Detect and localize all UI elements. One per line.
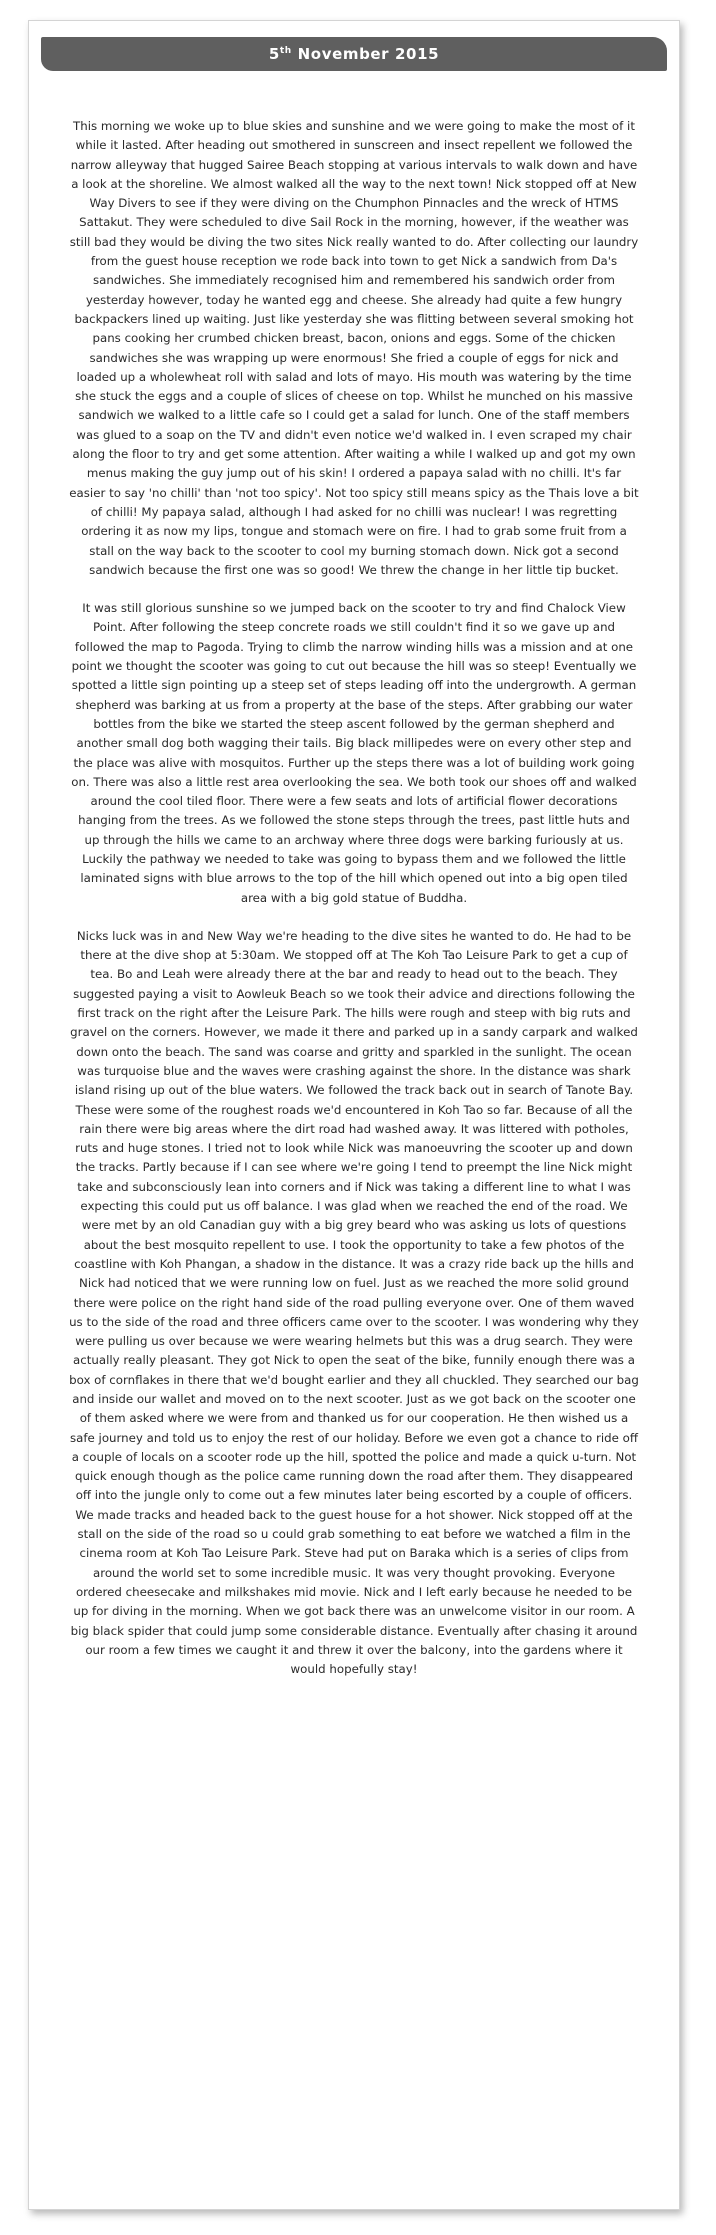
paragraph-2: It was still glorious sunshine so we jumped back on the scooter to try and find Chalock View Point. After following the steep concrete roads we still couldn't find it so we gave up and followed the map to Pagoda. Trying to climb the narrow winding hills was a mission and at one point we thought the scooter was going to cut out because the hill was so steep! Eventually we spotted a little sign pointing up a steep set of steps leading off into the undergrowth. A german shepherd was barking at us from a property at the base of the steps. After grabbing our water bottles from the bike we started the steep ascent followed by the german shepherd and another small dog both wagging their tails. Big black millipedes were on every other step and the place was alive with mosquitos. Further up the steps there was a lot of building work going on. There was also a little rest area overlooking the sea. We both took our shoes off and walked around the cool tiled floor. There were a few seats and lots of artificial flower decorations hanging from the trees. As we followed the stone steps through the trees, past little huts and up through the hills we came to an archway where three dogs were barking furiously at us. Luckily the pathway we needed to take was going to bypass them and we followed the little laminated signs with blue arrows to the top of the hill which opened out into a big open tiled area with a big gold statue of Buddha. (71, 601, 637, 905)
date-suffix: th (279, 46, 292, 56)
paragraph-1: This morning we woke up to blue skies and sunshine and we were going to make the most of it while it lasted. After heading out smothered in sunscreen and insect repellent we followed the narrow alleyway that hugged Sairee Beach stopping at various intervals to walk down and have a look at the shoreline. We almost walked all the way to the next town! Nick stopped off at New Way Divers to see if they were diving on the Chumphon Pinnacles and the wreck of HTMS Sattakut. They were scheduled to dive Sail Rock in the morning, however, if the weather was still bad they would be diving the two sites Nick really wanted to do. After collecting our laundry from the guest house reception we rode back into town to get Nick a sandwich from Da's sandwiches. She immediately recognised him and remembered his sandwich order from yesterday however, today he wanted egg and cheese. She already had quite a few hungry backpackers lined up waiting. Just like yesterday she was flitting between several smoking hot pans cooking her crumbed chicken breast, bacon, onions and eggs. Some of the chicken sandwiches she was wrapping up were enormous! She fried a couple of eggs for nick and loaded up a wholewheat roll with salad and lots of mayo. His mouth was watering by the time she stuck the eggs and a couple of slices of cheese on top. Whilst he munched on his massive sandwich we walked to a little cafe so I could get a salad for lunch. One of the staff members was glued to a soap on the TV and didn't even notice we'd walked in. I even scraped my chair along the floor to try and get some attention. After waiting a while I walked up and got my own menus making the guy jump out of his skin! I ordered a papaya salad with no chilli. It's far easier to say 'no chilli' than 'not too spicy'. Not too spicy still means spicy as the Thais love a bit of chilli! My papaya salad, although I had asked for no chilli was nuclear! I was regretting ordering it as now my lips, tongue and stomach were on fire. I had to grab some fruit from a stall on the way back to the scooter to cool my burning stomach down. Nick got a second sandwich because the first one was so good! We threw the change in her little tip bucket. (69, 119, 639, 577)
journal-page (28, 20, 680, 2210)
paragraph-3: Nicks luck was in and New Way we're heading to the dive sites he wanted to do. He had to be there at the dive shop at 5:30am. We stopped off at The Koh Tao Leisure Park to get a cup of tea. Bo and Leah were already there at the bar and ready to head out to the beach. They suggested paying a visit to Aowleuk Beach so we took their advice and directions following the first track on the right after the Leisure Park. The hills were rough and steep with big ruts and gravel on the corners. However, we made it there and parked up in a sandy carpark and walked down onto the beach. The sand was coarse and gritty and sparkled in the sunlight. The ocean was turquoise blue and the waves were crashing against the shore. In the distance was shark island rising up out of the blue waters. We followed the track back out in search of Tanote Bay. These were some of the roughest roads we'd encountered in Koh Tao so far. Because of all the rain there were big areas where the dirt road had washed away. It was littered with potholes, ruts and huge stones. I tried not to look while Nick was manoeuvring the scooter up and down the tracks. Partly because if I can see where we're going I tend to preempt the line Nick might take and subconsciously lean into corners and if Nick was taking a different line to what I was expecting this could put us off balance. I was glad when we reached the end of the road. We were met by an old Canadian guy with a big grey beard who was asking us lots of questions about the best mosquito repellent to use. I took the opportunity to take a few photos of the coastline with Koh Phangan, a shadow in the distance. It was a crazy ride back up the hills and Nick had noticed that we were running low on fuel. Just as we reached the more solid ground there were police on the right hand side of the road pulling everyone over. One of them waved us to the side of the road and three officers came over to the scooter. I was wondering why they were pulling us over because we were wearing helmets but this was a drug search. They were actually really pleasant. They got Nick to open the seat of the bike, funnily enough there was a box of cornflakes in there that we'd bought earlier and they all chuckled. They searched our bag and inside our wallet and moved on to the next scooter. Just as we got back on the scooter one of them asked where we were from and thanked us for our cooperation. He then wished us a safe journey and told us to enjoy the rest of our holiday. Before we even got a chance to ride off a couple of locals on a scooter rode up the hill, spotted the police and made a quick u-turn. Not quick enough though as the police came running down the road after them. They disappeared off into the jungle only to come out a few minutes later being escorted by a couple of officers. We made tracks and headed back to the guest house for a hot shower. Nick stopped off at the stall on the side of the road so u could grab something to eat before we watched a film in the cinema room at Koh Tao Leisure Park. Steve had put on Baraka which is a series of clips from around the world set to some incredible music. It was very thought provoking. Everyone ordered cheesecake and milkshakes mid movie. Nick and I left early because he needed to be up for diving in the morning. When we got back there was an unwelcome visitor in our room. A big black spider that could jump some considerable distance. Eventually after chasing it around our room a few times we caught it and threw it over the balcony, into the gardens where it would hopefully stay! (69, 928, 639, 1677)
entry-date (269, 45, 439, 63)
date-day: 5 (268, 45, 280, 63)
entry-body (69, 117, 639, 1698)
date-banner (41, 37, 667, 71)
date-month-year: November 2015 (291, 45, 440, 63)
